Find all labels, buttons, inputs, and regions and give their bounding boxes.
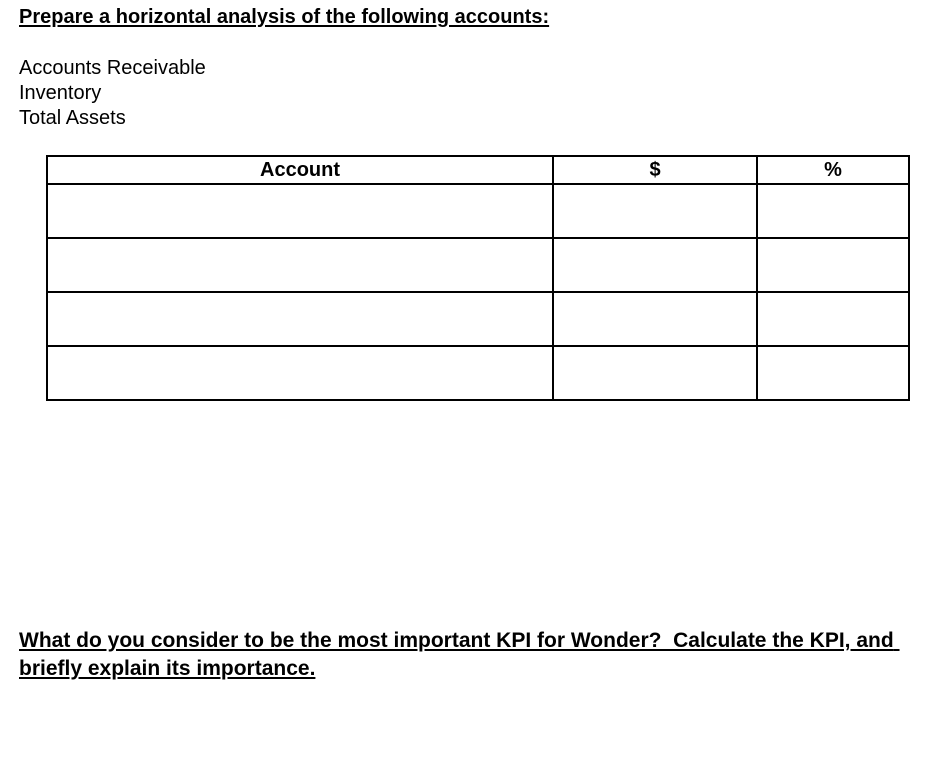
table-row — [47, 346, 909, 400]
account-item-accounts-receivable: Accounts Receivable — [19, 57, 206, 79]
account-cell[interactable] — [47, 292, 553, 346]
percent-cell[interactable] — [757, 346, 909, 400]
dollar-cell[interactable] — [553, 238, 757, 292]
header-account: Account — [47, 156, 553, 184]
percent-cell[interactable] — [757, 184, 909, 238]
dollar-cell[interactable] — [553, 184, 757, 238]
table-header-row — [47, 156, 909, 184]
percent-cell[interactable] — [757, 238, 909, 292]
dollar-cell[interactable] — [553, 346, 757, 400]
table-row — [47, 238, 909, 292]
table-row — [47, 184, 909, 238]
account-cell[interactable] — [47, 346, 553, 400]
dollar-cell[interactable] — [553, 292, 757, 346]
account-cell[interactable] — [47, 238, 553, 292]
account-item-inventory: Inventory — [19, 82, 102, 104]
page-heading: Prepare a horizontal analysis of the following accounts: — [19, 6, 550, 28]
kpi-question: What do you consider to be the most important KPI for Wonder? Calculate the KPI, and briefly explain its importance. — [19, 629, 900, 680]
percent-cell[interactable] — [757, 292, 909, 346]
horizontal-analysis-table — [46, 155, 910, 401]
account-list — [19, 56, 206, 131]
account-item-total-assets: Total Assets — [19, 107, 126, 129]
account-cell[interactable] — [47, 184, 553, 238]
header-dollar: $ — [553, 156, 757, 184]
header-percent: % — [757, 156, 909, 184]
table-row — [47, 292, 909, 346]
